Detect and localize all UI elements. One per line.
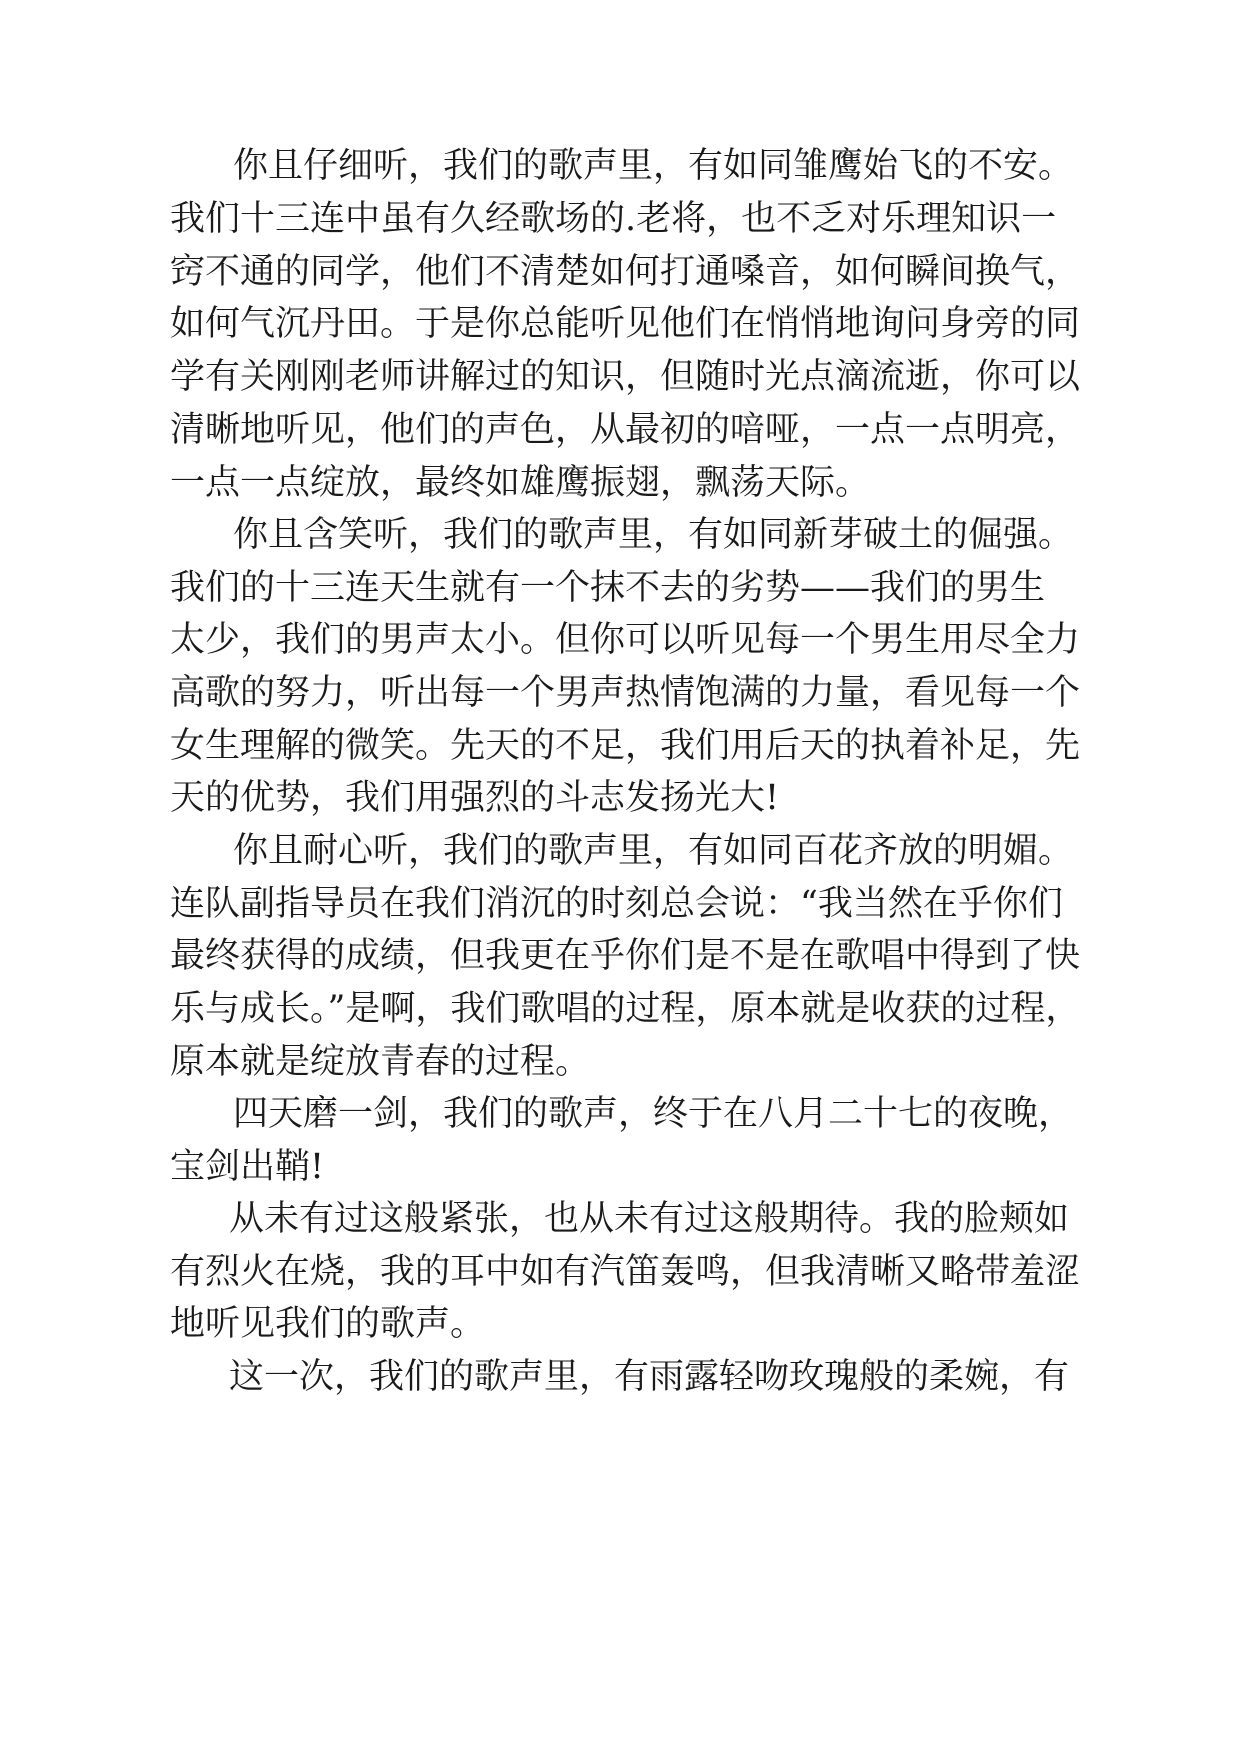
text-line: 我们的十三连天生就有一个抹不去的劣势——我们的男生 bbox=[170, 568, 1046, 608]
text-line: 我们十三连中虽有久经歌场的.老将，也不乏对乐理知识一 bbox=[170, 199, 1057, 239]
text-line: 一点一点绽放，最终如雄鹰振翅，飘荡天际。 bbox=[170, 463, 871, 503]
text-line: 你且耐心听，我们的歌声里，有如同百花齐放的明媚。 bbox=[233, 831, 1074, 871]
text-line: 四天磨一剑，我们的歌声，终于在八月二十七的夜晚， bbox=[233, 1094, 1074, 1134]
text-line: 窍不通的同学，他们不清楚如何打通嗓音，如何瞬间换气， bbox=[170, 252, 1081, 292]
text-line: 乐与成长。”是啊，我们歌唱的过程，原本就是收获的过程， bbox=[170, 989, 1081, 1029]
text-line: 女生理解的微笑。先天的不足，我们用后天的执着补足，先 bbox=[170, 726, 1081, 766]
text-line: 地听见我们的歌声。 bbox=[170, 1304, 486, 1344]
text-line: 你且含笑听，我们的歌声里，有如同新芽破土的倔强。 bbox=[233, 515, 1074, 555]
text-line: 有烈火在烧，我的耳中如有汽笛轰鸣，但我清晰又略带羞涩 bbox=[170, 1252, 1081, 1292]
text-line: 原本就是绽放青春的过程。 bbox=[170, 1042, 591, 1082]
text-line: 最终获得的成绩，但我更在乎你们是不是在歌唱中得到了快 bbox=[170, 936, 1081, 976]
text-line: 清晰地听见，他们的声色，从最初的喑哑，一点一点明亮， bbox=[170, 410, 1081, 450]
text-line: 宝剑出鞘! bbox=[170, 1147, 325, 1187]
text-line: 学有关刚刚老师讲解过的知识，但随时光点滴流逝，你可以 bbox=[170, 357, 1081, 397]
text-line: 这一次，我们的歌声里，有雨露轻吻玫瑰般的柔婉，有 bbox=[229, 1357, 1070, 1397]
text-line: 如何气沉丹田。于是你总能听见他们在悄悄地询问身旁的同 bbox=[170, 304, 1081, 344]
text-line: 太少，我们的男声太小。但你可以听见每一个男生用尽全力 bbox=[170, 620, 1081, 660]
text-line: 你且仔细听，我们的歌声里，有如同雏鹰始飞的不安。 bbox=[233, 146, 1074, 186]
text-line: 高歌的努力，听出每一个男声热情饱满的力量，看见每一个 bbox=[170, 673, 1081, 713]
text-line: 天的优势，我们用强烈的斗志发扬光大! bbox=[170, 778, 780, 818]
text-line: 从未有过这般紧张，也从未有过这般期待。我的脸颊如 bbox=[229, 1199, 1070, 1239]
text-line: 连队副指导员在我们消沉的时刻总会说：“我当然在乎你们 bbox=[170, 884, 1063, 924]
